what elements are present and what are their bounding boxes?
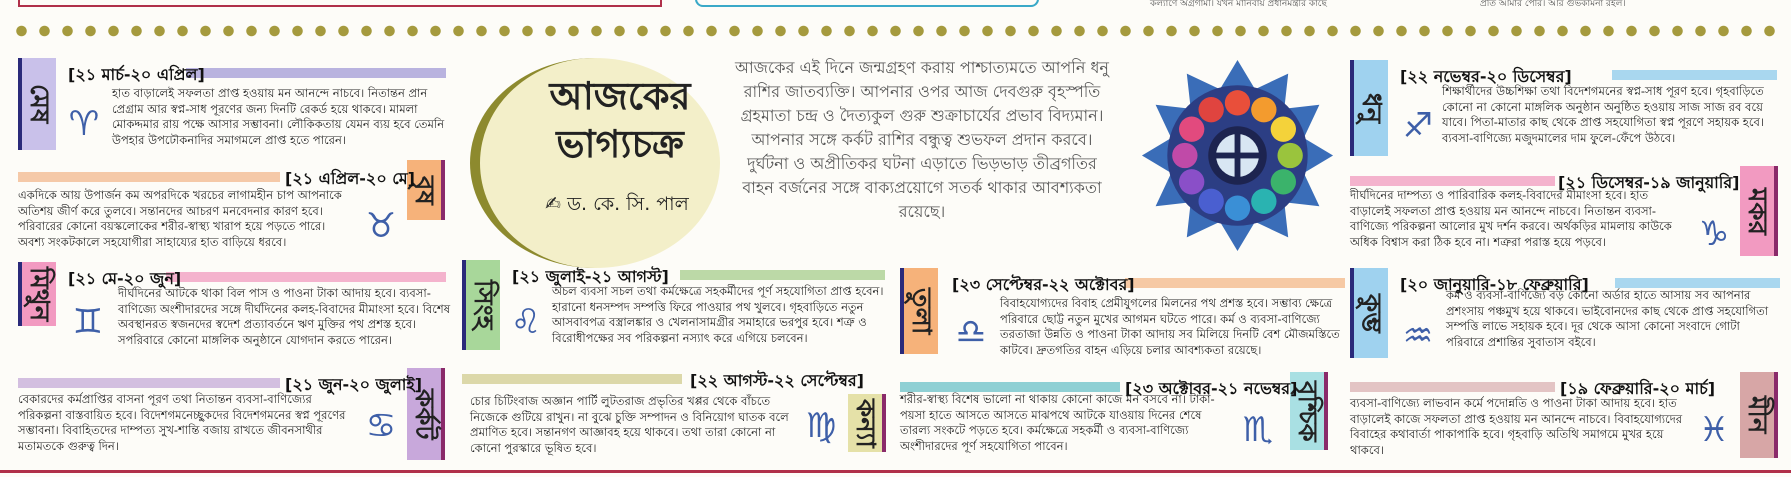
sign-11-forecast-text: কর্ম ও ব্যবসা-বাণিজ্যে বড় কোনো অর্ডার হাতে আসায় সব আপনার প্রশংসায় পঞ্চমুখ হয়ে থাকবে। ভাইবোনদের কাছ থেকে প্রাপ্ত সহযোগিতা সম্পত্তি লাভে সহায়ক হবে। দূর থেকে আসা কোনো সংবাদে গোটা পরিবারে প্রশান্তির সুবাতাস বইবে। bbox=[1446, 288, 1769, 349]
sign-1-zodiac-symbol-icon: ♈ bbox=[68, 104, 100, 144]
sign-8-forecast-text: শরীর-স্বাস্থ্য বিশেষ ভালো না থাকায় কোনো কাজে মন বসবে না। টাকা-পয়সা হাতে আসতে আসতে মাঝপথে আটকে যাওয়ায় দিনের শেষে তারল্য সংকটে পড়তে হবে। কর্মক্ষেত্রে সহকর্মী ও ব্যবসা-বাণিজ্যে অংশীদারদের পূর্ণ সহযোগিতা পাবেন। bbox=[900, 392, 1215, 453]
sign-10-date-range: [২১ ডিসেম্বর-১৯ জানুয়ারি] bbox=[1558, 173, 1740, 192]
sign-11-color-bar bbox=[1615, 278, 1780, 288]
sign-6-date-range: [২২ আগস্ট-২২ সেপ্টেম্বর] bbox=[690, 371, 864, 390]
sign-9-color-bar bbox=[1612, 70, 1777, 80]
sign-12-name-tag: মীন bbox=[1740, 372, 1778, 458]
sign-5-date-range: [২১ জুলাই-২১ আগস্ট] bbox=[512, 267, 669, 286]
sign-5-zodiac-symbol-icon: ♌ bbox=[510, 302, 542, 342]
sign-7-color-bar bbox=[1125, 278, 1345, 288]
page-title bbox=[520, 72, 720, 168]
sign-2-color-bar bbox=[18, 172, 280, 182]
bottom-rule bbox=[0, 470, 1791, 473]
intro-paragraph: আজকের এই দিনে জন্মগ্রহণ করায় পাশ্চাত্যমতে আপনি ধনু রাশির জাতব্যক্তি। আপনার ওপর আজ দেবগুরু বৃহস্পতি গ্রহমাতা চন্দ্র ও দৈত্যকুল গুরু শুক্রাচার্যের প্রভাব বিদ্যমান। আপনার সঙ্গে কর্কট রাশির বন্ধুত্ব শুভফল প্রদান করবে। দুর্ঘটনা ও অপ্রীতিকর ঘটনা এড়াতে ভিড়ভাড় তীব্রগতির বাহন বর্জনের সঙ্গে বাক্যপ্রয়োগে সতর্ক থাকার আবশ্যকতা রয়েছে। bbox=[735, 58, 1109, 221]
sign-3-forecast-text: দীর্ঘদিনের আটকে থাকা বিল পাস ও পাওনা টাকা আদায় হবে। ব্যবসা-বাণিজ্যে অংশীদারদের সঙ্গে দীর্ঘদিনের কলহ-বিবাদের মীমাংসা হবে। বিশেষ অবস্থানরত স্বজনদের স্বদেশ প্রত্যাবর্তনে ঋণ মুক্তির পথ প্রশস্ত হবে। সপরিবারে কোনো মাঙ্গলিক অনুষ্ঠানে যোগদান করতে পারেন। bbox=[118, 286, 451, 347]
sign-4-zodiac-symbol-icon: ♋ bbox=[365, 406, 397, 446]
sign-7-date-range: [২৩ সেপ্টেম্বর-২২ অক্টোবর] bbox=[952, 275, 1135, 294]
sign-5-color-bar bbox=[680, 270, 885, 280]
sign-8-zodiac-symbol-icon: ♏ bbox=[1242, 410, 1274, 450]
title-line-1: আজকের bbox=[549, 73, 691, 118]
title-line-2: ভাগ্যচক্র bbox=[556, 121, 684, 166]
sign-6-color-bar bbox=[462, 374, 682, 384]
sign-7-forecast-text: বিবাহযোগ্যদের বিবাহ প্রেমীযুগলের মিলনের পথ প্রশস্ত হবে। সম্ভাব্য ক্ষেত্রে পরিবারে ছোট্ট নতুন মুখের আগমন ঘটতে পারে। কর্ম ও ব্যবসা-বাণিজ্যে তরতাজা উন্নতি ও পাওনা টাকা আদায় সব মিলিয়ে দিনটি বেশ মৌজমস্তিতে কাটবে। দ্রুতগতির বাহন এড়িয়ে চলার আবশ্যকতা রয়েছে। bbox=[1000, 296, 1340, 357]
sign-4-date-range: [২১ জুন-২০ জুলাই] bbox=[285, 375, 423, 394]
author-name: ড. কে. সি. পাল bbox=[567, 193, 689, 215]
sign-4-name-tag: কর্কট bbox=[407, 368, 445, 460]
top-fragment-a: কল্যাণে অগ্রগামী। যখন মানিবায় প্রধানমন্ত্রীর কাছে bbox=[1150, 0, 1327, 9]
sign-8-color-bar bbox=[900, 382, 1120, 392]
sign-5-name-tag: সিংহ bbox=[462, 260, 500, 350]
sign-9-name-tag: ধনু bbox=[1350, 60, 1388, 156]
dotted-divider bbox=[10, 24, 1781, 38]
sign-6-zodiac-symbol-icon: ♍ bbox=[805, 406, 837, 446]
sign-12-color-bar bbox=[1350, 382, 1555, 392]
sign-8-date-range: [২৩ অক্টোবর-২১ নভেম্বর] bbox=[1125, 379, 1298, 398]
sign-3-date-range: [২১ মে-২০ জুন] bbox=[68, 269, 182, 288]
sign-3-name-tag: মিথুন bbox=[18, 262, 56, 326]
sign-2-date-range: [২১ এপ্রিল-২০ মে] bbox=[285, 169, 415, 188]
sign-12-zodiac-symbol-icon: ♓ bbox=[1698, 410, 1730, 450]
top-fragment-b: প্রতি আমার পৌর। আর গুভকামনা রইল। bbox=[1480, 0, 1626, 9]
sign-10-name-tag: মকর bbox=[1740, 166, 1778, 256]
sign-12-forecast-text: ব্যবসা-বাণিজ্যে লাভবান কর্মে পদোন্নতি ও পাওনা টাকা আদায় হবে। হাত বাড়ালেই কাজে সফলতা প্রাপ্ত হওয়ায় মন আনন্দে নাচবে। বিবাহযোগ্যদের বিবাহের কথাবার্তা পাকাপাকি হবে। গৃহবাড়ি অতিথি সমাগমে মুখর হয়ে থাকবে। bbox=[1350, 396, 1683, 457]
sign-9-zodiac-symbol-icon: ♐ bbox=[1402, 106, 1434, 146]
sign-4-forecast-text: বেকারদের কর্মপ্রাপ্তির বাসনা পূরণ তথা নিতান্তন ব্যবসা-বাণিজ্যের পরিকল্পনা বাস্তবায়িত হবে। বিদেশগমনেচ্ছুকদের বিদেশগমনের স্বপ্ন পূরণের সম্ভাবনা। বিবাহিতদের দাম্পত্য সুখ-শান্তি বজায় রাখতে জীবনসাথীর মতামতকে গুরুত্ব দিন। bbox=[18, 392, 346, 453]
sign-6-forecast-text: চোর চিটিংবাজ অজ্ঞান পার্টি লুটতরাজ প্রভৃতির খপ্পর থেকে বাঁচতে নিজেকে গুটিয়ে রাখুন। না বুঝে চুক্তি সম্পাদন ও বিনিয়োগ ঘাতক বলে প্রমাণিত হবে। সন্তানগণ আজ্ঞাবহ হয়ে থাকবে। তথা তারা কোনো না কোনো পুরস্কারে ভূষিত হবে। bbox=[470, 394, 789, 455]
pen-icon: ✍ bbox=[545, 193, 562, 215]
sign-6-name-tag: কন্যা bbox=[848, 394, 886, 452]
sign-4-color-bar bbox=[18, 378, 280, 388]
sign-1-name-tag: মেষ bbox=[18, 58, 56, 150]
sign-10-forecast-text: দীর্ঘদিনের দাম্পত্য ও পারিবারিক কলহ-বিবাদের মীমাংসা হবে। হাত বাড়ালেই সফলতা প্রাপ্ত হওয়ায় মন আনন্দে নাচবে। নিতান্তন ব্যবসা-বাণিজ্যে পরিকল্পনা আলোর মুখ দর্শন করবে। অর্থকড়ির মামলায় কাউকে অধিক বিশ্বাস করা ঠিক হবে না। শত্রুরা পরাস্ত হয়ে পড়বে। bbox=[1350, 188, 1672, 249]
sign-7-zodiac-symbol-icon: ♎ bbox=[955, 312, 987, 352]
sign-11-name-tag: কুম্ভ bbox=[1350, 268, 1388, 358]
sign-7-name-tag: তুলা bbox=[900, 268, 938, 354]
top-clipped-text bbox=[0, 0, 1791, 10]
author-line bbox=[520, 190, 720, 222]
sign-1-date-range: [২১ মার্চ-২০ এপ্রিল] bbox=[68, 65, 205, 84]
sign-3-color-bar bbox=[166, 272, 446, 282]
sign-10-zodiac-symbol-icon: ♑ bbox=[1698, 214, 1730, 254]
sign-3-zodiac-symbol-icon: ♊ bbox=[72, 302, 104, 342]
sign-8-name-tag: বৃশ্চিক bbox=[1290, 372, 1328, 450]
zodiac-wheel-icon bbox=[1140, 58, 1335, 253]
sign-11-date-range: [২০ জানুয়ারি-১৮ ফেব্রুয়ারি] bbox=[1400, 275, 1589, 294]
sign-9-forecast-text: শিক্ষার্থীদের উচ্চশিক্ষা তথা বিদেশগমনের স্বপ্ন-সাধ পূরণ হবে। গৃহবাড়িতে কোনো না কোনো মাঙ্গলিক অনুষ্ঠান অনুষ্ঠিত হওয়ায় সাজ সাজ রব বয়ে যাবে। পিতা-মাতার কাছ থেকে প্রাপ্ত সহযোগিতা স্বপ্ন পূরণে সহায়ক হবে। ব্যবসা-বাণিজ্যে মজুদমালের দাম ফুলে-ফেঁপে উঠবে। bbox=[1442, 84, 1764, 145]
sign-11-zodiac-symbol-icon: ♒ bbox=[1402, 316, 1434, 356]
sign-2-forecast-text: একদিকে আয় উপার্জন কম অপরদিকে খরচের লাগামহীন চাপ আপনাকে অতিশয় জীর্ণ করে তুলবে। সন্তানদের আচরণ মনবেদনার কারণ হবে। পরিবারের কোনো বয়স্কলোকের শরীর-স্বাস্থ্য খারাপ হয়ে পড়তে পারে। অবশ্য সংকটকালে সহযোগীরা সাহায্যের হাত বাড়িয়ে ধরবে। bbox=[18, 188, 342, 249]
sign-12-date-range: [১৯ ফেব্রুয়ারি-২০ মার্চ] bbox=[1560, 379, 1716, 398]
sign-5-forecast-text: অচল ব্যবসা সচল তথা কর্মক্ষেত্রে সহকর্মীদের পূর্ণ সহযোগিতা প্রাপ্ত হবেন। হারানো ধনসম্পদ সম্পত্তি ফিরে পাওয়ার পথ খুলবে। গৃহবাড়িতে নতুন আসবাবপত্র বস্ত্রালঙ্কার ও খেলনাসামগ্রীর সমাহারে ভরপুর হবে। শত্রু ও বিরোধীপক্ষের সব পরিকল্পনা নস্যাৎ করে এগিয়ে চলবেন। bbox=[552, 284, 884, 345]
sign-2-name-tag: বৃষ bbox=[407, 160, 445, 220]
sign-1-color-bar bbox=[186, 68, 446, 78]
sign-10-color-bar bbox=[1350, 176, 1555, 186]
sign-2-zodiac-symbol-icon: ♉ bbox=[365, 206, 397, 246]
sign-1-forecast-text: হাত বাড়ালেই সফলতা প্রাপ্ত হওয়ায় মন আনন্দে নাচবে। নিতান্তন প্রান প্রেগ্রাম আর স্বপ্ন-সাধ পূরণের জন্য দিনটি রেকর্ড হয়ে থাকবে। মামলা মোকদ্দমার রায় পক্ষে আসার সম্ভাবনা। লৌকিকতায় যেমন ব্যয় হবে তেমনি উপহার উপঢৌকনাদির সমাগমলে প্রাপ্ত হতে পারেন। bbox=[112, 86, 445, 147]
sign-9-date-range: [২২ নভেম্বর-২০ ডিসেম্বর] bbox=[1400, 67, 1572, 86]
